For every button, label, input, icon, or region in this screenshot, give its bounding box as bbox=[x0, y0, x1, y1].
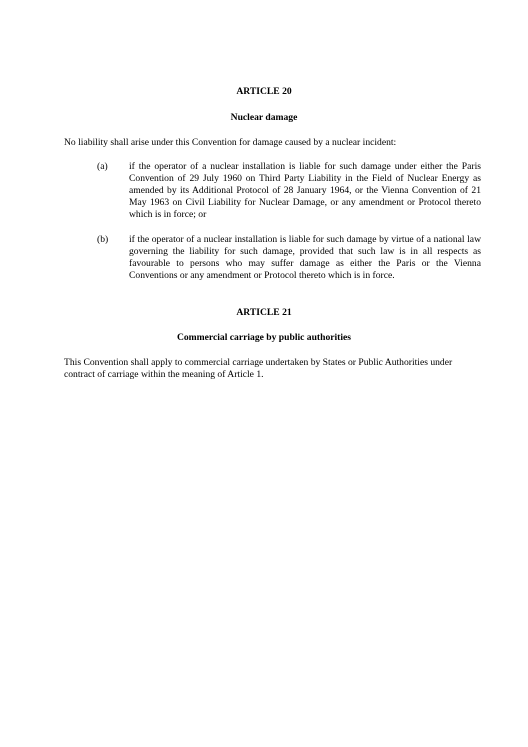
item-a-label: (a) bbox=[97, 161, 108, 172]
article-20-intro: No liability shall arise under this Convention for damage caused by a nuclear incident: bbox=[64, 137, 397, 148]
article-21-number: ARTICLE 21 bbox=[236, 307, 292, 318]
article-21-body: This Convention shall apply to commercial carriage undertaken by States or Public Authorities under contract of carriage within the meaning of Article 1. bbox=[64, 357, 453, 380]
article-21-title: Commercial carriage by public authorities bbox=[176, 332, 352, 343]
item-b-label: (b) bbox=[97, 234, 109, 245]
article-20-title: Nuclear damage bbox=[230, 112, 298, 123]
item-a-text: if the operator of a nuclear installation is liable for such damage under either the Paris Convention of 29 July 1960 on Third Party Liability in the Field of Nuclear Energy as amended by its Additional Protocol of 28 January 1964, or the Vienna Convention of 21 May 1963 on Civil Liability for Nuclear Damage, or any amendment or Protocol thereto which is in force; or bbox=[129, 161, 481, 220]
item-b-text: if the operator of a nuclear installation is liable for such damage by virtue of a national law governing the liability for such damage, provided that such law is in all respects as favourable to persons who may suffer damage as either the Paris or the Vienna Conventions or any amendment or Protocol thereto which is in force. bbox=[129, 234, 481, 281]
article-20-number: ARTICLE 20 bbox=[236, 86, 292, 97]
